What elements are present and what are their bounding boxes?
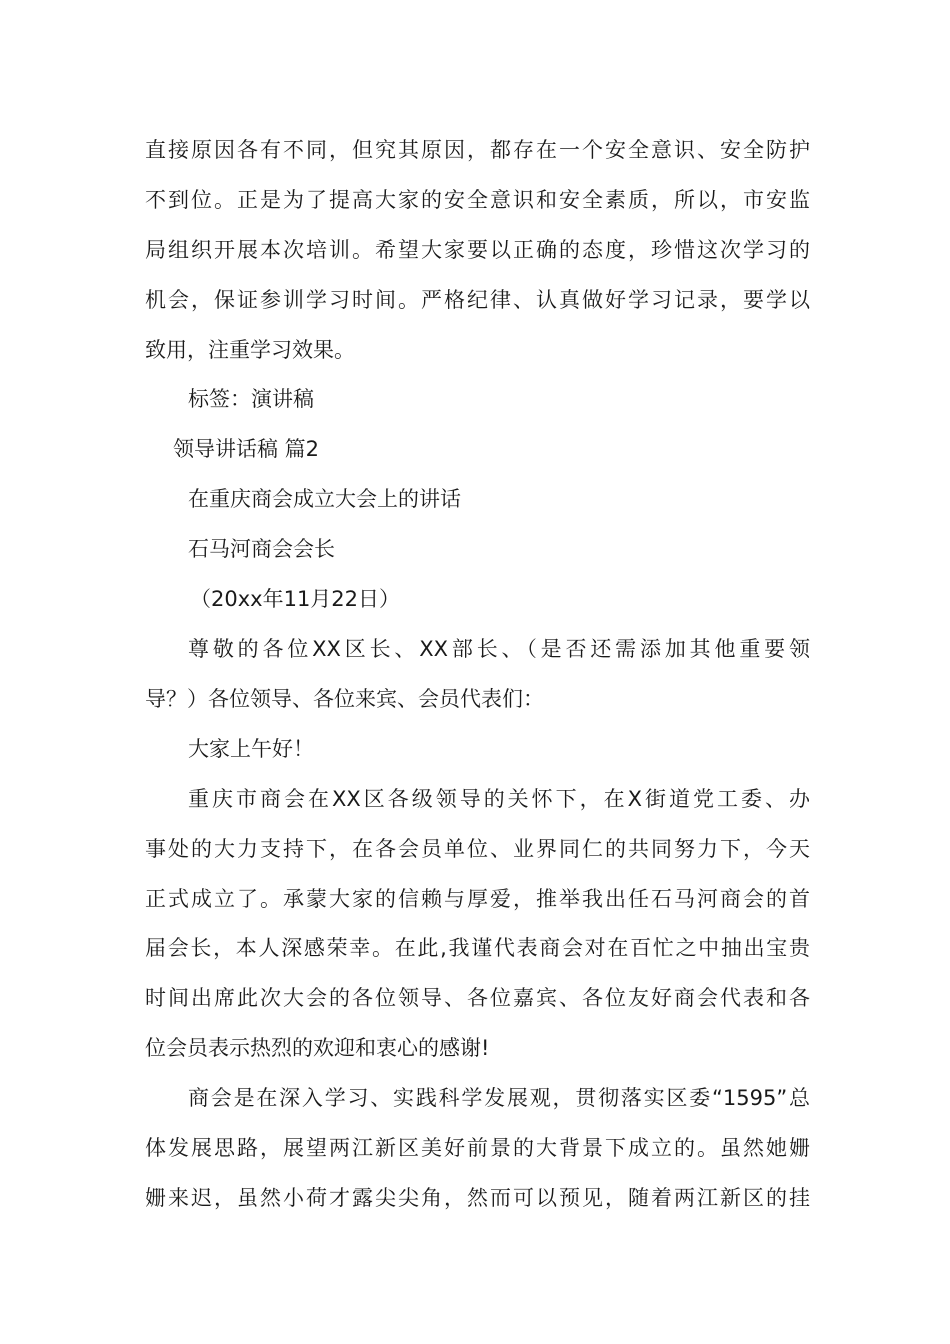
paragraph-2-line-1: 重庆市商会在XX区各级领导的关怀下，在X街道党工委、办 <box>188 787 810 811</box>
salutation-line-2: 导？）各位领导、各位来宾、会员代表们： <box>145 687 544 711</box>
speaker-line: 石马河商会会长 <box>188 537 335 561</box>
greeting-line: 大家上午好！ <box>188 737 314 761</box>
salutation-line-1: 尊敬的各位XX区长、XX部长、（是否还需添加其他重要领 <box>188 637 810 661</box>
tags-line: 标签：演讲稿 <box>188 387 314 411</box>
date-line: （20xx年11月22日） <box>190 587 401 611</box>
paragraph-3-line-2: 体发展思路，展望两江新区美好前景的大背景下成立的。虽然她姗 <box>145 1136 810 1160</box>
paragraph-1-line-3: 局组织开展本次培训。希望大家要以正确的态度，珍惜这次学习的 <box>145 238 810 262</box>
speech-title: 在重庆商会成立大会上的讲话 <box>188 487 461 511</box>
paragraph-1-line-2: 不到位。正是为了提高大家的安全意识和安全素质，所以，市安监 <box>145 188 810 212</box>
paragraph-1-line-5: 致用，注重学习效果。 <box>145 338 355 362</box>
paragraph-1-line-1: 直接原因各有不同，但究其原因，都存在一个安全意识、安全防护 <box>145 138 810 162</box>
paragraph-3-line-1: 商会是在深入学习、实践科学发展观，贯彻落实区委“1595”总 <box>188 1086 810 1110</box>
section-heading: 领导讲话稿 篇2 <box>173 437 320 461</box>
paragraph-2-line-5: 时间出席此次大会的各位领导、各位嘉宾、各位友好商会代表和各 <box>145 986 810 1010</box>
paragraph-1-line-4: 机会，保证参训学习时间。严格纪律、认真做好学习记录，要学以 <box>145 288 810 312</box>
paragraph-2-line-3: 正式成立了。承蒙大家的信赖与厚爱，推举我出任石马河商会的首 <box>145 887 810 911</box>
paragraph-2-line-2: 事处的大力支持下，在各会员单位、业界同仁的共同努力下，今天 <box>145 837 810 861</box>
paragraph-2-line-6: 位会员表示热烈的欢迎和衷心的感谢! <box>145 1036 490 1060</box>
paragraph-3-line-3: 姗来迟，虽然小荷才露尖尖角，然而可以预见，随着两江新区的挂 <box>145 1186 810 1210</box>
paragraph-2-line-4: 届会长，本人深感荣幸。在此,我谨代表商会对在百忙之中抽出宝贵 <box>145 936 810 960</box>
